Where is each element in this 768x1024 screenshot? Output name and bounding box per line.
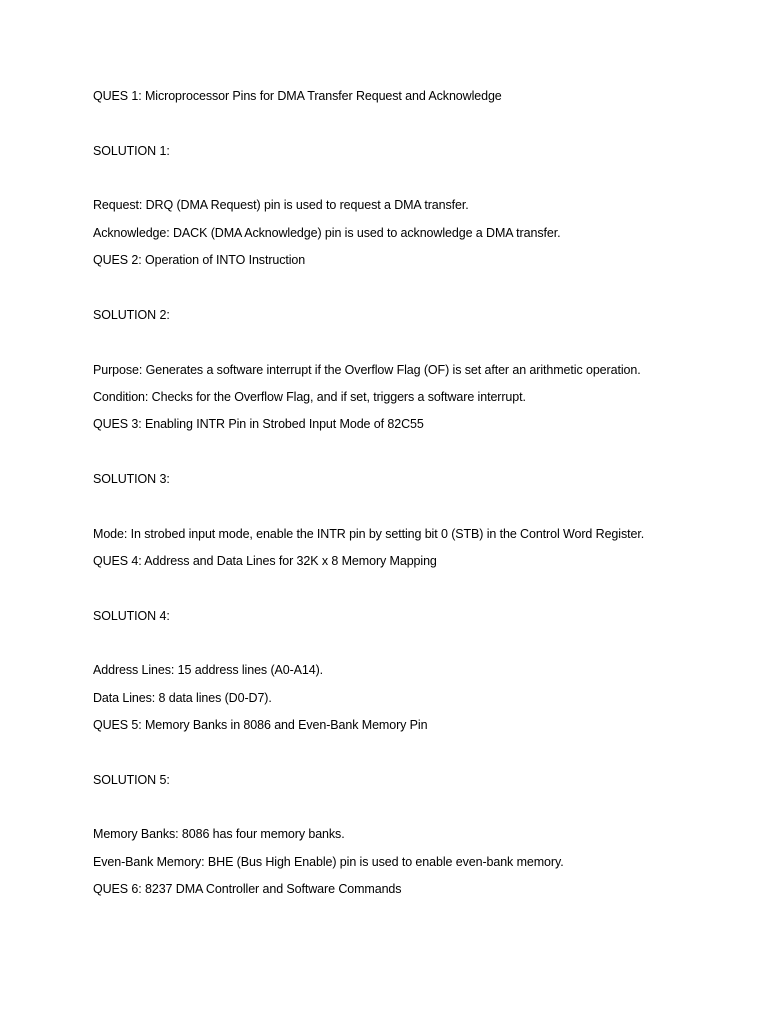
solution-1-heading: SOLUTION 1: [93, 144, 170, 158]
solution-4-heading: SOLUTION 4: [93, 609, 170, 623]
solution-5-heading: SOLUTION 5: [93, 773, 170, 787]
question-1-heading: QUES 1: Microprocessor Pins for DMA Transfer Request and Acknowledge [93, 89, 502, 103]
solution-2-purpose: Purpose: Generates a software interrupt if the Overflow Flag (OF) is set after an arithmetic operation. [93, 363, 641, 377]
solution-1-acknowledge: Acknowledge: DACK (DMA Acknowledge) pin is used to acknowledge a DMA transfer. [93, 226, 561, 240]
solution-4-data-lines: Data Lines: 8 data lines (D0-D7). [93, 691, 272, 705]
solution-1-request: Request: DRQ (DMA Request) pin is used to request a DMA transfer. [93, 198, 469, 212]
question-6-heading: QUES 6: 8237 DMA Controller and Software Commands [93, 882, 402, 896]
solution-5-even-bank: Even-Bank Memory: BHE (Bus High Enable) pin is used to enable even-bank memory. [93, 855, 564, 869]
question-2-heading: QUES 2: Operation of INTO Instruction [93, 253, 306, 267]
question-3-heading: QUES 3: Enabling INTR Pin in Strobed Input Mode of 82C55 [93, 417, 424, 431]
question-4-heading: QUES 4: Address and Data Lines for 32K x 8 Memory Mapping [93, 554, 437, 568]
solution-2-condition: Condition: Checks for the Overflow Flag, and if set, triggers a software interrupt. [93, 390, 526, 404]
solution-2-heading: SOLUTION 2: [93, 308, 170, 322]
solution-5-memory-banks: Memory Banks: 8086 has four memory banks. [93, 827, 345, 841]
solution-3-mode: Mode: In strobed input mode, enable the INTR pin by setting bit 0 (STB) in the Control Word Register. [93, 527, 645, 541]
solution-4-address-lines: Address Lines: 15 address lines (A0-A14). [93, 663, 324, 677]
solution-3-heading: SOLUTION 3: [93, 472, 170, 486]
question-5-heading: QUES 5: Memory Banks in 8086 and Even-Bank Memory Pin [93, 718, 428, 732]
